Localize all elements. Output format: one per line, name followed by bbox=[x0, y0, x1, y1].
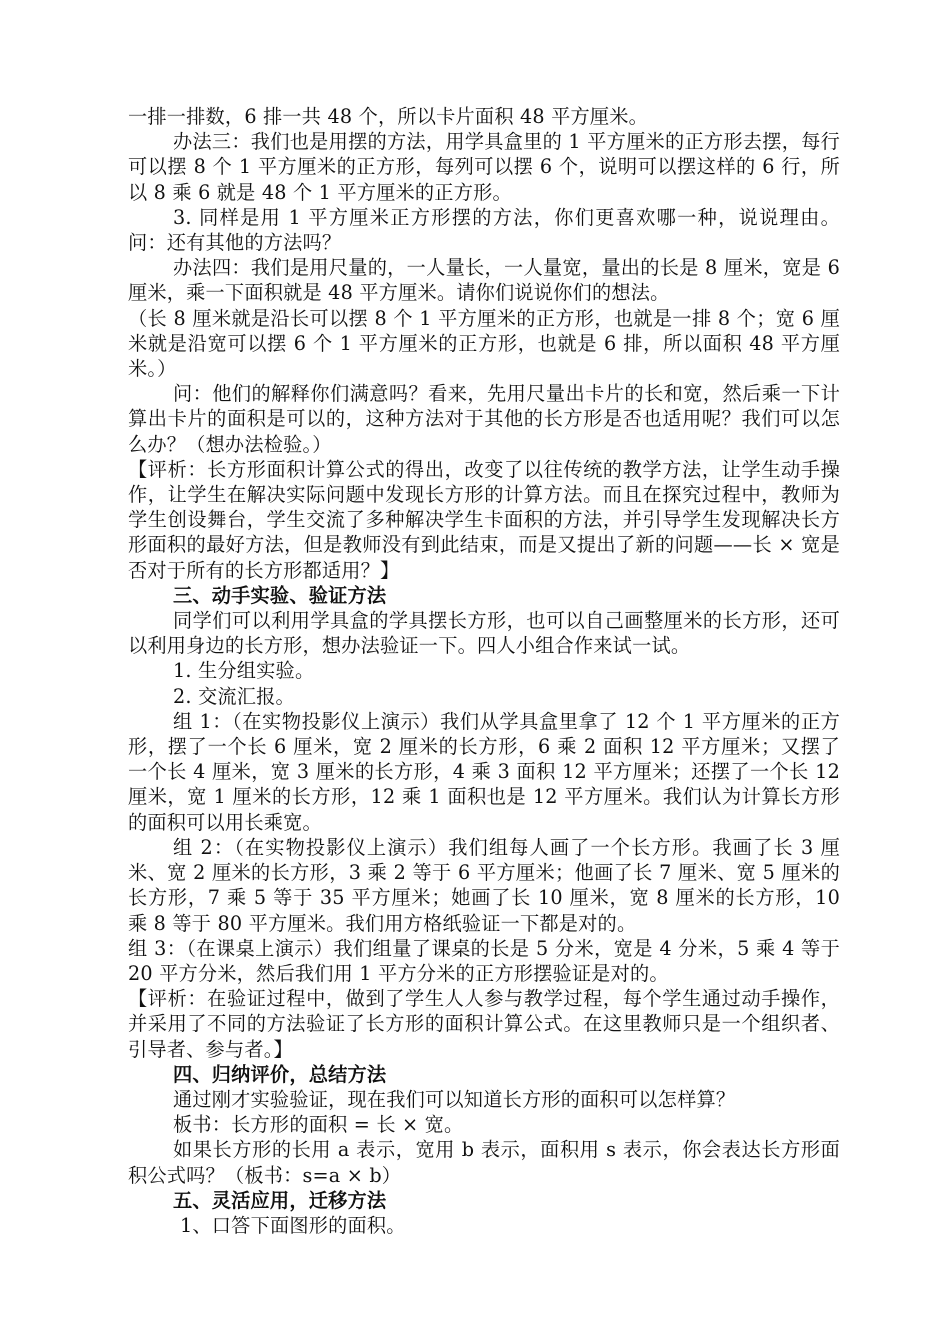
paragraph-commentary-1: 【评析：长方形面积计算公式的得出，改变了以往传统的教学方法，让学生动手操作，让学生在解决实际问题中发现长方形的计算方法。而且在探究过程中，教师为学生创设舞台，学生交流了多种解决学生卡面积的方法，并引导学生发现解决长方形面积的最好方法，但是教师没有到此结束，而是又提出了新的问题——长 × 宽是否对于所有的长方形都适用？】 bbox=[128, 457, 840, 582]
section-heading-3: 三、动手实验、验证方法 bbox=[173, 583, 387, 607]
list-item-oral-answer: 1、口答下面图形的面积。 bbox=[180, 1213, 406, 1237]
paragraph-group-3: 组 3：（在课桌上演示）我们组量了课桌的长是 5 分米，宽是 4 分米，5 乘 4 等于 20 平方分米，然后我们用 1 平方分米的正方形摆验证是对的。 bbox=[128, 936, 840, 985]
document-page bbox=[128, 104, 840, 1238]
list-item-group-experiment: 1. 生分组实验。 bbox=[173, 659, 315, 683]
paragraph-experiment-intro: 同学们可以利用学具盒的学具摆长方形，也可以自己画整厘米的长方形，还可以利用身边的长方形，想办法验证一下。四人小组合作来试一试。 bbox=[128, 609, 840, 658]
section-heading-4: 四、归纳评价，总结方法 bbox=[173, 1062, 387, 1086]
paragraph-board-formula: 板书：长方形的面积 = 长 × 宽。 bbox=[173, 1113, 464, 1137]
paragraph-method-three: 办法三：我们也是用摆的方法，用学具盒里的 1 平方厘米的正方形去摆，每行可以摆 8 个 1 平方厘米的正方形，每列可以摆 6 个，说明可以摆这样的 6 行，所以 8 乘 6 就是 48 个 1 平方厘米的正方形。 bbox=[128, 130, 840, 204]
paragraph-continuation: 一排一排数，6 排一共 48 个，所以卡片面积 48 平方厘米。 bbox=[128, 105, 649, 128]
paragraph-summary-question: 通过刚才实验验证，现在我们可以知道长方形的面积可以怎样算？ bbox=[173, 1087, 736, 1111]
paragraph-explanation: （长 8 厘米就是沿长可以摆 8 个 1 平方厘米的正方形，也就是一排 8 个；宽 6 厘米就是沿宽可以摆 6 个 1 平方厘米的正方形，也就是 6 排，所以面积 48 平方厘米。） bbox=[128, 306, 840, 381]
paragraph-method-four: 办法四：我们是用尺量的，一人量长，一人量宽，量出的长是 8 厘米，宽是 6 厘米，乘一下面积就是 48 平方厘米。请你们说说你们的想法。 bbox=[128, 256, 840, 305]
paragraph-group-1: 组 1：（在实物投影仪上演示）我们从学具盒里拿了 12 个 1 平方厘米的正方形，摆了一个长 6 厘米，宽 2 厘米的长方形，6 乘 2 面积 12 平方厘米；又摆了一个长 4 厘米，宽 3 厘米的长方形，4 乘 3 面积 12 平方厘米；还摆了一个长 12 厘米，宽 1 厘米的长方形，12 乘 1 面积也是 12 平方厘米。我们认为计算长方形的面积可以用长乘宽。 bbox=[128, 709, 840, 834]
paragraph-question-3: 3. 同样是用 1 平方厘米正方形摆的方法，你们更喜欢哪一种，说说理由。问：还有其他的方法吗？ bbox=[128, 205, 840, 255]
section-heading-5: 五、灵活应用，迁移方法 bbox=[173, 1188, 387, 1212]
paragraph-question-satisfied: 问：他们的解释你们满意吗？看来，先用尺量出卡片的长和宽，然后乘一下计算出卡片的面积是可以的，这种方法对于其他的长方形是否也适用呢？我们可以怎么办？（想办法检验。） bbox=[128, 382, 840, 456]
paragraph-group-2: 组 2：（在实物投影仪上演示）我们组每人画了一个长方形。我画了长 3 厘米、宽 2 厘米的长方形，3 乘 2 等于 6 平方厘米；他画了长 7 厘米、宽 5 厘米的长方形，7 乘 5 等于 35 平方厘米；她画了长 10 厘米，宽 8 厘米的长方形，10 乘 8 等于 80 平方厘米。我们用方格纸验证一下都是对的。 bbox=[128, 835, 840, 935]
list-item-report: 2. 交流汇报。 bbox=[173, 684, 295, 708]
paragraph-commentary-2: 【评析：在验证过程中，做到了学生人人参与教学过程，每个学生通过动手操作，并采用了不同的方法验证了长方形的面积计算公式。在这里教师只是一个组织者、引导者、参与者。】 bbox=[128, 987, 840, 1061]
paragraph-letter-formula: 如果长方形的长用 a 表示，宽用 b 表示，面积用 s 表示，你会表达长方形面积公式吗？（板书：s=a × b） bbox=[128, 1138, 840, 1187]
